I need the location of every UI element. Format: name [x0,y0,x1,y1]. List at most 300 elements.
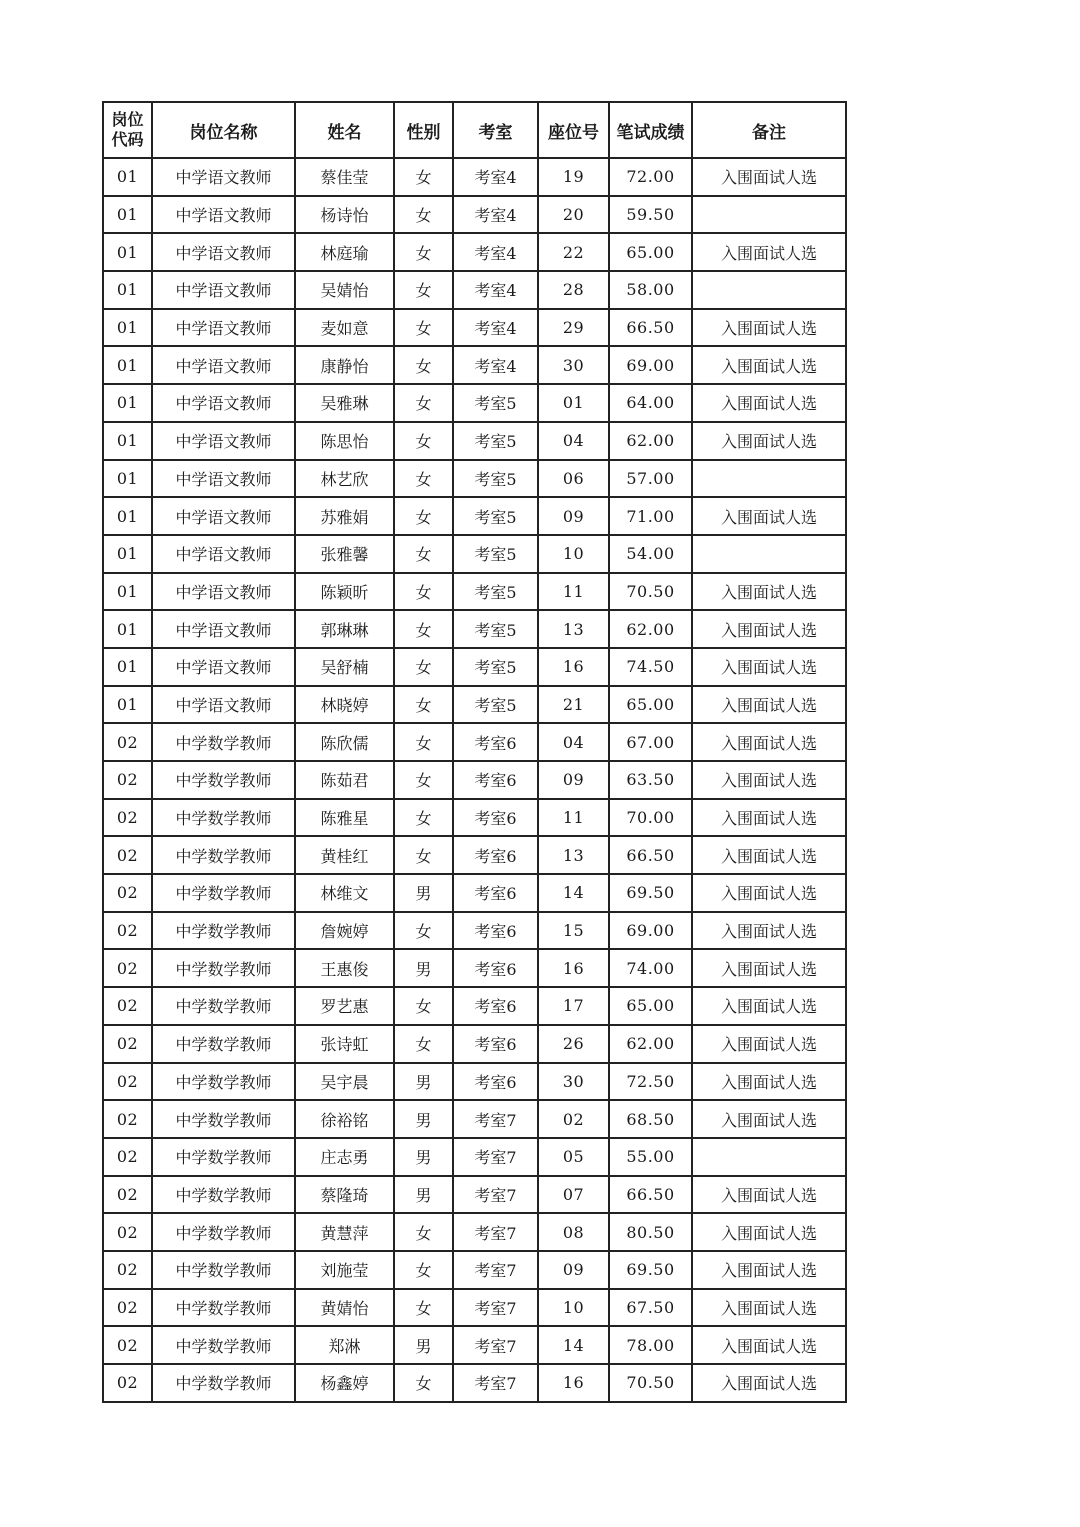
cell-room: 考室6 [453,1063,538,1101]
cell-room: 考室4 [453,233,538,271]
cell-gender: 男 [394,1326,453,1364]
cell-score: 64.00 [609,384,692,422]
table-row [103,158,846,196]
cell-note: 入围面试人选 [692,1251,846,1289]
cell-note: 入围面试人选 [692,309,846,347]
cell-note: 入围面试人选 [692,1364,846,1402]
table-row [103,836,846,874]
cell-score: 78.00 [609,1326,692,1364]
cell-position: 中学语文教师 [152,422,295,460]
cell-score: 62.00 [609,610,692,648]
cell-code: 02 [103,1251,152,1289]
cell-seat: 09 [538,497,609,535]
cell-gender: 男 [394,1176,453,1214]
cell-gender: 男 [394,1063,453,1101]
cell-score: 69.00 [609,912,692,950]
cell-name: 吴宇晨 [295,1063,394,1101]
cell-gender: 女 [394,648,453,686]
table-header-row [103,102,846,158]
cell-code: 01 [103,271,152,309]
cell-name: 徐裕铭 [295,1100,394,1138]
cell-code: 02 [103,1364,152,1402]
cell-room: 考室6 [453,949,538,987]
cell-note: 入围面试人选 [692,1100,846,1138]
cell-name: 黄慧萍 [295,1213,394,1251]
table-row [103,1063,846,1101]
cell-gender: 女 [394,497,453,535]
cell-room: 考室4 [453,271,538,309]
cell-score: 80.50 [609,1213,692,1251]
cell-room: 考室5 [453,648,538,686]
cell-note [692,271,846,309]
cell-room: 考室7 [453,1176,538,1214]
table-row [103,1025,846,1063]
cell-name: 罗艺惠 [295,987,394,1025]
table-row [103,535,846,573]
cell-score: 71.00 [609,497,692,535]
cell-code: 02 [103,1326,152,1364]
table-row [103,912,846,950]
cell-position: 中学数学教师 [152,1176,295,1214]
cell-code: 01 [103,648,152,686]
cell-name: 黄婧怡 [295,1289,394,1327]
cell-name: 麦如意 [295,309,394,347]
cell-position: 中学数学教师 [152,874,295,912]
cell-score: 69.50 [609,1251,692,1289]
cell-score: 66.50 [609,1176,692,1214]
cell-seat: 14 [538,874,609,912]
cell-note: 入围面试人选 [692,497,846,535]
cell-room: 考室6 [453,723,538,761]
cell-name: 林庭瑜 [295,233,394,271]
cell-position: 中学数学教师 [152,987,295,1025]
cell-code: 02 [103,1025,152,1063]
header-name: 姓名 [295,102,394,158]
table-row [103,761,846,799]
cell-seat: 16 [538,949,609,987]
cell-name: 詹婉婷 [295,912,394,950]
cell-gender: 女 [394,535,453,573]
table-row [103,1289,846,1327]
cell-name: 郑淋 [295,1326,394,1364]
cell-seat: 09 [538,1251,609,1289]
cell-code: 01 [103,309,152,347]
cell-gender: 女 [394,686,453,724]
cell-note: 入围面试人选 [692,1063,846,1101]
cell-seat: 20 [538,196,609,234]
cell-code: 02 [103,949,152,987]
cell-seat: 04 [538,422,609,460]
cell-score: 54.00 [609,535,692,573]
cell-position: 中学数学教师 [152,1251,295,1289]
cell-gender: 女 [394,384,453,422]
cell-name: 张诗虹 [295,1025,394,1063]
cell-gender: 女 [394,460,453,498]
cell-room: 考室5 [453,610,538,648]
cell-room: 考室7 [453,1289,538,1327]
cell-name: 刘施莹 [295,1251,394,1289]
cell-seat: 13 [538,836,609,874]
cell-code: 02 [103,1176,152,1214]
cell-room: 考室4 [453,346,538,384]
cell-position: 中学语文教师 [152,460,295,498]
cell-code: 01 [103,460,152,498]
cell-room: 考室7 [453,1251,538,1289]
cell-room: 考室7 [453,1364,538,1402]
cell-note [692,535,846,573]
table-row [103,648,846,686]
cell-gender: 男 [394,1100,453,1138]
cell-note: 入围面试人选 [692,912,846,950]
header-gender: 性别 [394,102,453,158]
table-row [103,1326,846,1364]
cell-code: 02 [103,1138,152,1176]
cell-seat: 30 [538,1063,609,1101]
cell-note: 入围面试人选 [692,1176,846,1214]
cell-code: 02 [103,1063,152,1101]
cell-position: 中学语文教师 [152,497,295,535]
cell-gender: 女 [394,761,453,799]
cell-name: 王惠俊 [295,949,394,987]
table-row [103,686,846,724]
table-row [103,799,846,837]
table-row [103,1251,846,1289]
header-room: 考室 [453,102,538,158]
cell-note: 入围面试人选 [692,1289,846,1327]
cell-position: 中学语文教师 [152,196,295,234]
cell-note: 入围面试人选 [692,573,846,611]
cell-score: 59.50 [609,196,692,234]
cell-note: 入围面试人选 [692,158,846,196]
cell-gender: 女 [394,573,453,611]
cell-note: 入围面试人选 [692,723,846,761]
cell-gender: 女 [394,1289,453,1327]
cell-position: 中学语文教师 [152,384,295,422]
cell-name: 黄桂红 [295,836,394,874]
cell-seat: 05 [538,1138,609,1176]
cell-gender: 女 [394,912,453,950]
cell-position: 中学数学教师 [152,949,295,987]
cell-name: 苏雅娟 [295,497,394,535]
cell-position: 中学数学教师 [152,836,295,874]
cell-position: 中学数学教师 [152,1063,295,1101]
cell-gender: 女 [394,346,453,384]
table-body [103,158,846,1402]
cell-code: 02 [103,912,152,950]
cell-room: 考室6 [453,761,538,799]
cell-score: 62.00 [609,422,692,460]
cell-note: 入围面试人选 [692,610,846,648]
cell-code: 01 [103,158,152,196]
cell-room: 考室6 [453,987,538,1025]
table-row [103,1364,846,1402]
table-row [103,723,846,761]
cell-note: 入围面试人选 [692,1025,846,1063]
cell-seat: 15 [538,912,609,950]
cell-name: 杨鑫婷 [295,1364,394,1402]
cell-code: 01 [103,422,152,460]
cell-position: 中学语文教师 [152,535,295,573]
cell-note [692,1138,846,1176]
cell-code: 01 [103,535,152,573]
cell-code: 01 [103,497,152,535]
cell-seat: 04 [538,723,609,761]
cell-code: 01 [103,196,152,234]
cell-score: 72.00 [609,158,692,196]
cell-gender: 女 [394,836,453,874]
cell-seat: 21 [538,686,609,724]
cell-name: 陈颖昕 [295,573,394,611]
cell-score: 72.50 [609,1063,692,1101]
cell-score: 62.00 [609,1025,692,1063]
cell-score: 57.00 [609,460,692,498]
cell-room: 考室6 [453,836,538,874]
table-row [103,987,846,1025]
cell-score: 70.50 [609,1364,692,1402]
cell-room: 考室5 [453,460,538,498]
cell-room: 考室7 [453,1138,538,1176]
cell-gender: 女 [394,799,453,837]
cell-room: 考室4 [453,196,538,234]
cell-code: 02 [103,723,152,761]
cell-seat: 07 [538,1176,609,1214]
cell-code: 01 [103,384,152,422]
cell-gender: 女 [394,196,453,234]
cell-seat: 29 [538,309,609,347]
cell-position: 中学语文教师 [152,346,295,384]
cell-code: 02 [103,1289,152,1327]
table-row [103,1176,846,1214]
cell-seat: 01 [538,384,609,422]
cell-name: 康静怡 [295,346,394,384]
cell-name: 陈思怡 [295,422,394,460]
cell-position: 中学数学教师 [152,1138,295,1176]
cell-seat: 16 [538,1364,609,1402]
header-code: 岗位代码 [103,102,152,158]
cell-gender: 女 [394,610,453,648]
cell-score: 70.00 [609,799,692,837]
cell-name: 吴舒楠 [295,648,394,686]
cell-position: 中学数学教师 [152,1289,295,1327]
cell-name: 陈雅星 [295,799,394,837]
cell-seat: 28 [538,271,609,309]
cell-name: 杨诗怡 [295,196,394,234]
cell-seat: 30 [538,346,609,384]
cell-name: 陈茹君 [295,761,394,799]
cell-room: 考室4 [453,309,538,347]
cell-code: 02 [103,799,152,837]
cell-code: 02 [103,874,152,912]
cell-score: 65.00 [609,987,692,1025]
cell-seat: 17 [538,987,609,1025]
cell-note: 入围面试人选 [692,836,846,874]
cell-position: 中学语文教师 [152,271,295,309]
cell-score: 69.50 [609,874,692,912]
cell-score: 66.50 [609,309,692,347]
cell-name: 庄志勇 [295,1138,394,1176]
cell-gender: 女 [394,1025,453,1063]
cell-note: 入围面试人选 [692,1213,846,1251]
cell-code: 02 [103,761,152,799]
cell-room: 考室7 [453,1213,538,1251]
cell-room: 考室5 [453,384,538,422]
cell-name: 蔡隆琦 [295,1176,394,1214]
cell-name: 吴雅琳 [295,384,394,422]
cell-score: 55.00 [609,1138,692,1176]
table-row [103,233,846,271]
cell-position: 中学数学教师 [152,1364,295,1402]
cell-score: 65.00 [609,233,692,271]
cell-position: 中学数学教师 [152,799,295,837]
cell-score: 65.00 [609,686,692,724]
cell-note: 入围面试人选 [692,1326,846,1364]
table-row [103,573,846,611]
table-row [103,1213,846,1251]
cell-seat: 11 [538,573,609,611]
cell-seat: 16 [538,648,609,686]
cell-seat: 10 [538,535,609,573]
cell-score: 66.50 [609,836,692,874]
cell-position: 中学语文教师 [152,233,295,271]
cell-room: 考室5 [453,422,538,460]
table-row [103,196,846,234]
cell-note: 入围面试人选 [692,648,846,686]
cell-position: 中学语文教师 [152,610,295,648]
cell-gender: 女 [394,723,453,761]
cell-note: 入围面试人选 [692,384,846,422]
cell-gender: 女 [394,1213,453,1251]
cell-room: 考室6 [453,912,538,950]
cell-position: 中学数学教师 [152,1025,295,1063]
cell-room: 考室6 [453,874,538,912]
cell-gender: 男 [394,1138,453,1176]
table-row [103,497,846,535]
table-row [103,346,846,384]
results-table [102,101,847,1403]
cell-seat: 08 [538,1213,609,1251]
cell-gender: 女 [394,987,453,1025]
cell-note: 入围面试人选 [692,233,846,271]
cell-seat: 02 [538,1100,609,1138]
cell-position: 中学语文教师 [152,573,295,611]
cell-seat: 14 [538,1326,609,1364]
header-note: 备注 [692,102,846,158]
table-row [103,1100,846,1138]
cell-position: 中学语文教师 [152,648,295,686]
cell-code: 02 [103,836,152,874]
cell-seat: 06 [538,460,609,498]
cell-gender: 女 [394,1364,453,1402]
cell-score: 58.00 [609,271,692,309]
cell-note: 入围面试人选 [692,686,846,724]
cell-score: 67.00 [609,723,692,761]
cell-position: 中学语文教师 [152,309,295,347]
cell-note: 入围面试人选 [692,799,846,837]
cell-code: 02 [103,1213,152,1251]
table-row [103,460,846,498]
cell-score: 74.50 [609,648,692,686]
cell-room: 考室5 [453,535,538,573]
cell-position: 中学数学教师 [152,761,295,799]
cell-score: 68.50 [609,1100,692,1138]
cell-note: 入围面试人选 [692,761,846,799]
cell-room: 考室7 [453,1100,538,1138]
cell-note: 入围面试人选 [692,987,846,1025]
cell-position: 中学数学教师 [152,912,295,950]
cell-seat: 11 [538,799,609,837]
cell-note: 入围面试人选 [692,949,846,987]
cell-name: 蔡佳莹 [295,158,394,196]
cell-gender: 女 [394,233,453,271]
cell-note [692,460,846,498]
cell-code: 02 [103,1100,152,1138]
cell-position: 中学数学教师 [152,1213,295,1251]
cell-room: 考室4 [453,158,538,196]
table-row [103,949,846,987]
table-row [103,610,846,648]
cell-room: 考室5 [453,573,538,611]
cell-room: 考室7 [453,1326,538,1364]
cell-name: 林维文 [295,874,394,912]
cell-position: 中学语文教师 [152,686,295,724]
cell-name: 吴婧怡 [295,271,394,309]
cell-position: 中学数学教师 [152,1326,295,1364]
cell-seat: 09 [538,761,609,799]
cell-name: 张雅馨 [295,535,394,573]
table-row [103,309,846,347]
cell-position: 中学数学教师 [152,1100,295,1138]
cell-note: 入围面试人选 [692,346,846,384]
cell-seat: 19 [538,158,609,196]
cell-name: 林艺欣 [295,460,394,498]
cell-score: 74.00 [609,949,692,987]
cell-note [692,196,846,234]
cell-code: 01 [103,610,152,648]
cell-room: 考室5 [453,497,538,535]
cell-room: 考室6 [453,799,538,837]
cell-room: 考室6 [453,1025,538,1063]
cell-position: 中学语文教师 [152,158,295,196]
cell-gender: 男 [394,949,453,987]
cell-score: 63.50 [609,761,692,799]
cell-code: 02 [103,987,152,1025]
table-row [103,422,846,460]
cell-score: 70.50 [609,573,692,611]
cell-score: 67.50 [609,1289,692,1327]
cell-seat: 22 [538,233,609,271]
cell-position: 中学数学教师 [152,723,295,761]
cell-seat: 13 [538,610,609,648]
table-row [103,1138,846,1176]
cell-seat: 10 [538,1289,609,1327]
cell-gender: 女 [394,1251,453,1289]
cell-code: 01 [103,686,152,724]
cell-note: 入围面试人选 [692,422,846,460]
cell-name: 林晓婷 [295,686,394,724]
cell-code: 01 [103,346,152,384]
cell-gender: 女 [394,422,453,460]
cell-gender: 女 [394,271,453,309]
table-row [103,874,846,912]
cell-gender: 男 [394,874,453,912]
cell-name: 郭琳琳 [295,610,394,648]
cell-code: 01 [103,573,152,611]
header-position: 岗位名称 [152,102,295,158]
cell-score: 69.00 [609,346,692,384]
cell-name: 陈欣儒 [295,723,394,761]
cell-note: 入围面试人选 [692,874,846,912]
table-row [103,271,846,309]
